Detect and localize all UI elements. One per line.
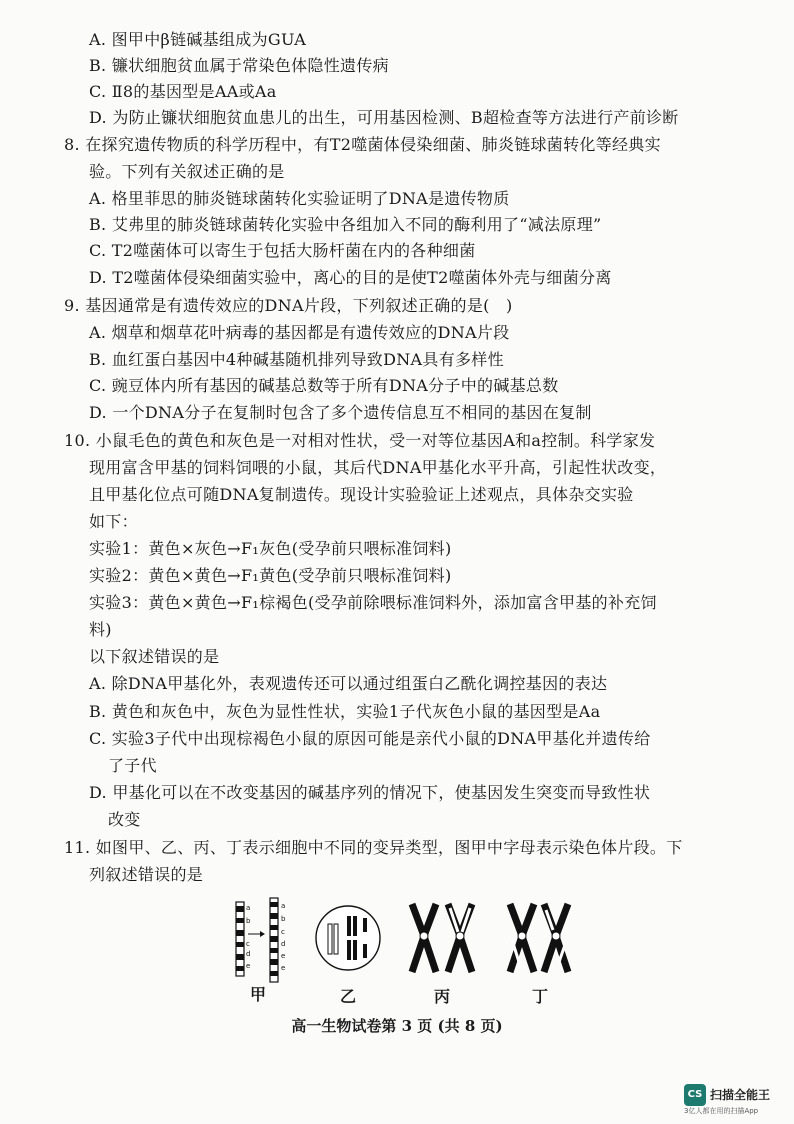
figure-ding-drawing: [510, 904, 568, 972]
jia-right-letter-e2: e: [281, 964, 286, 972]
q10-option-d-line-2: 改变: [108, 810, 141, 829]
q10-stem-2: 现用富含甲基的饲料饲喂的小鼠，其后代DNA甲基化水平升高，引起性状改变，: [89, 458, 667, 477]
q10-experiment-3-line-1: 实验3：黄色×黄色→F₁棕褐色(受孕前除喂标准饲料外，添加富含甲基的补充饲: [89, 593, 657, 612]
q8-stem-1: 8. 在探究遗传物质的科学历程中，有T2噬菌体侵染细菌、肺炎链球菌转化等经典实: [64, 135, 661, 154]
jia-left-letter-d: d: [246, 950, 251, 958]
q10-option-b: B. 黄色和灰色中，灰色为显性性状，实验1子代灰色小鼠的基因型是Aa: [89, 702, 601, 721]
jia-left-letter-e: e: [246, 962, 251, 970]
jia-left-letter-b: b: [246, 917, 251, 925]
q10-prompt: 以下叙述错误的是: [89, 647, 220, 666]
q11-stem-2: 列叙述错误的是: [89, 865, 204, 884]
q7-option-c: C. Ⅱ8的基因型是AA或Aa: [89, 82, 277, 101]
scanner-watermark: [684, 1084, 784, 1116]
q10-experiment-3-line-2: 料): [89, 620, 112, 639]
q10-stem-3: 且甲基化位点可随DNA复制遗传。现设计实验验证上述观点，具体杂交实验: [89, 485, 634, 504]
q10-option-d-line-1: D. 甲基化可以在不改变基因的碱基序列的情况下，使基因发生突变而导致性状: [89, 783, 651, 802]
camscanner-logo-icon: CS: [684, 1084, 706, 1106]
figure-label-jia: 甲: [250, 985, 267, 1004]
q10-experiment-1: 实验1：黄色×灰色→F₁灰色(受孕前只喂标准饲料): [89, 539, 452, 558]
q8-option-a: A. 格里菲思的肺炎链球菌转化实验证明了DNA是遗传物质: [89, 189, 510, 208]
q11-stem-1: 11. 如图甲、乙、丙、丁表示细胞中不同的变异类型，图甲中字母表示染色体片段。下: [64, 838, 683, 857]
q8-stem-2: 验。下列有关叙述正确的是: [89, 162, 285, 181]
q8-option-d: D. T2噬菌体侵染细菌实验中，离心的目的是使T2噬菌体外壳与细菌分离: [89, 268, 612, 287]
q8-option-b: B. 艾弗里的肺炎链球菌转化实验中各组加入不同的酶利用了“减法原理”: [89, 215, 602, 234]
q9-option-c: C. 豌豆体内所有基因的碱基总数等于所有DNA分子中的碱基总数: [89, 376, 559, 395]
q10-stem-1: 10. 小鼠毛色的黄色和灰色是一对相对性状，受一对等位基因A和a控制。科学家发: [64, 431, 656, 450]
q10-stem-4: 如下：: [89, 512, 138, 531]
jia-right-letter-d: d: [281, 940, 286, 948]
q10-option-a: A. 除DNA甲基化外，表观遗传还可以通过组蛋白乙酰化调控基因的表达: [89, 674, 608, 693]
jia-left-letter-a: a: [246, 904, 251, 912]
figure-label-yi: 乙: [340, 987, 357, 1006]
q9-option-b: B. 血红蛋白基因中4种碱基随机排列导致DNA具有多样性: [89, 350, 504, 369]
q7-option-d: D. 为防止镰状细胞贫血患儿的出生，可用基因检测、B超检查等方法进行产前诊断: [89, 108, 679, 127]
q7-option-b: B. 镰状细胞贫血属于常染色体隐性遗传病: [89, 56, 389, 75]
jia-left-letter-c: c: [246, 940, 250, 948]
variation-figure: [220, 896, 580, 1006]
q7-option-a: A. 图甲中β链碱基组成为GUA: [89, 30, 307, 49]
q9-stem: 9. 基因通常是有遗传效应的DNA片段，下列叙述正确的是( ): [64, 296, 513, 315]
q8-option-c: C. T2噬菌体可以寄生于包括大肠杆菌在内的各种细菌: [89, 241, 476, 260]
jia-right-letter-b: b: [281, 915, 286, 923]
q10-option-c-line-1: C. 实验3子代中出现棕褐色小鼠的原因可能是亲代小鼠的DNA甲基化并遗传给: [89, 729, 651, 748]
q10-option-c-line-2: 了子代: [108, 756, 157, 775]
scanner-brand-tagline: 3亿人都在用的扫描App: [684, 1107, 759, 1115]
variation-diagram: [220, 896, 580, 1006]
figure-yi-drawing: [316, 906, 380, 970]
jia-right-letter-c: c: [281, 928, 285, 936]
figure-label-bing: 丙: [434, 987, 451, 1006]
figure-bing-drawing: [412, 904, 472, 972]
q10-experiment-2: 实验2：黄色×黄色→F₁黄色(受孕前只喂标准饲料): [89, 566, 452, 585]
q9-option-a: A. 烟草和烟草花叶病毒的基因都是有遗传效应的DNA片段: [89, 323, 510, 342]
page-footer: 高一生物试卷第 3 页 (共 8 页): [291, 1017, 503, 1035]
q9-option-d: D. 一个DNA分子在复制时包含了多个遗传信息互不相同的基因在复制: [89, 403, 592, 422]
figure-jia-drawing: [236, 898, 286, 982]
scanner-brand-name: 扫描全能王: [710, 1088, 771, 1102]
figure-label-ding: 丁: [532, 987, 549, 1006]
jia-right-letter-a: a: [281, 902, 286, 910]
jia-right-letter-e1: e: [281, 952, 286, 960]
